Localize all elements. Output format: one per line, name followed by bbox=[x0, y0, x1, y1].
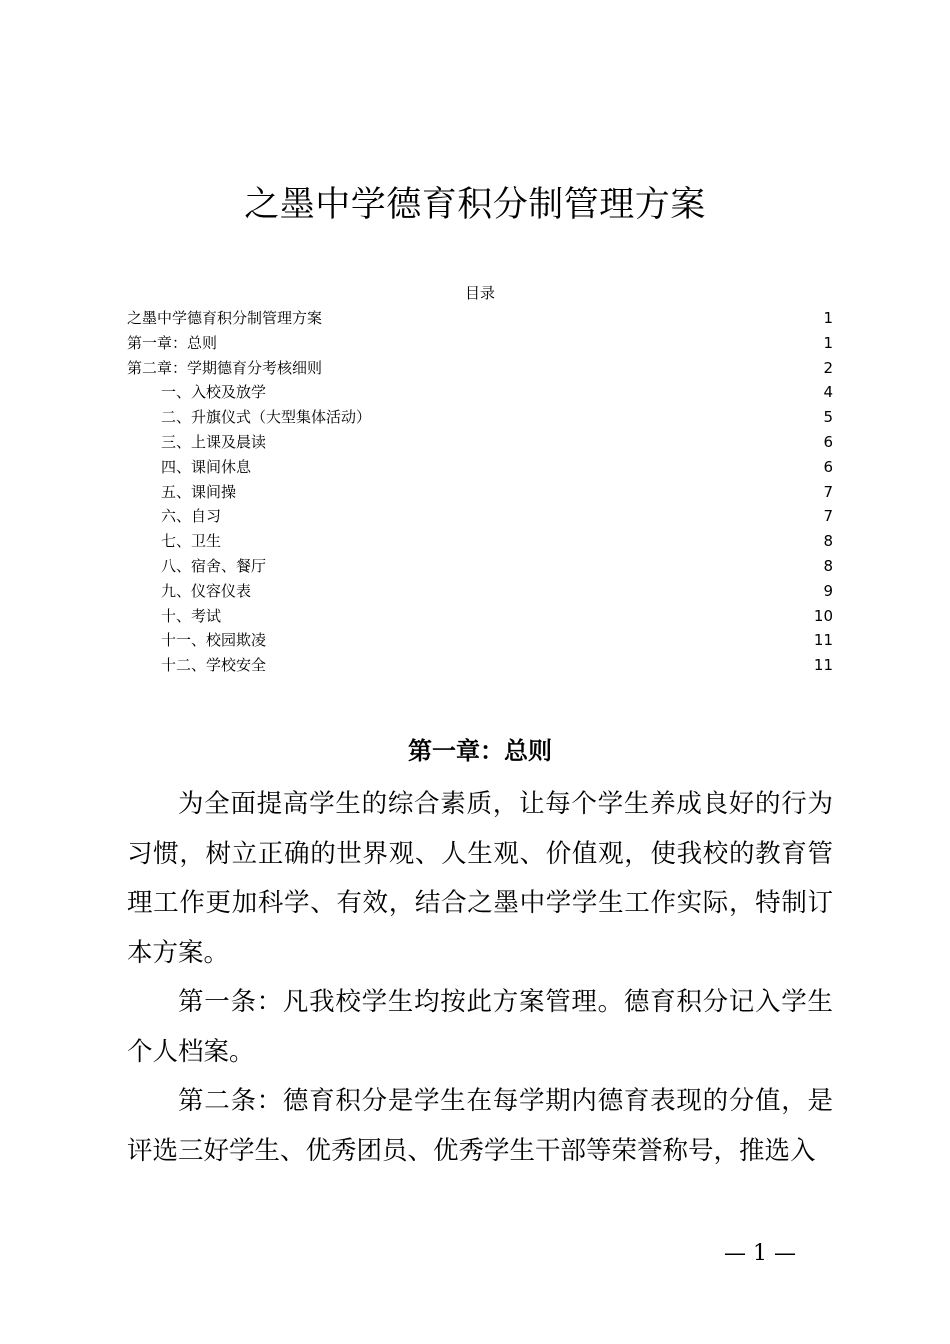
toc-entry-label: 七、卫生 bbox=[161, 532, 222, 551]
toc-entry-label: 十一、校园欺凌 bbox=[161, 631, 267, 650]
toc-entry[interactable] bbox=[127, 455, 833, 480]
toc-entry[interactable] bbox=[127, 653, 833, 678]
toc-entry[interactable] bbox=[127, 529, 833, 554]
toc-heading: 目录 bbox=[464, 284, 495, 302]
toc-entry-page: 8 bbox=[823, 556, 833, 575]
toc-entry-label: 六、自习 bbox=[161, 507, 222, 526]
toc-entry-page: 6 bbox=[823, 432, 833, 451]
chapter-title: 第一章：总则 bbox=[408, 737, 552, 765]
toc-entry[interactable] bbox=[127, 604, 833, 629]
body-paragraph: 第一条：凡我校学生均按此方案管理。德育积分记入学生个人档案。 bbox=[127, 987, 833, 1067]
toc-entry-label: 十、考试 bbox=[161, 606, 222, 625]
toc-entry-label: 之墨中学德育积分制管理方案 bbox=[127, 309, 323, 327]
toc-entry-page: 2 bbox=[823, 358, 833, 377]
toc-entry-page: 9 bbox=[823, 581, 833, 600]
toc-entry-label: 第一章：总则 bbox=[127, 333, 218, 352]
toc-entry-page: 1 bbox=[823, 333, 833, 352]
toc-entry-page: 7 bbox=[823, 482, 833, 501]
toc-entry[interactable] bbox=[127, 579, 833, 604]
toc-entry-label: 九、仪容仪表 bbox=[161, 581, 252, 600]
toc-entry-page: 7 bbox=[823, 507, 833, 526]
toc-entry-page: 1 bbox=[823, 309, 833, 327]
toc-entry-label: 八、宿舍、餐厅 bbox=[161, 556, 267, 575]
body-paragraph: 为全面提高学生的综合素质，让每个学生养成良好的行为习惯，树立正确的世界观、人生观、价值观，使我校的教育管理工作更加科学、有效，结合之墨中学学生工作实际，特制订本方案。 bbox=[127, 789, 833, 968]
chapter-body bbox=[127, 780, 833, 1176]
toc-entry-page: 11 bbox=[813, 656, 833, 675]
toc-entry-label: 第二章：学期德育分考核细则 bbox=[127, 358, 323, 377]
toc-entry[interactable] bbox=[127, 405, 833, 430]
toc-entry[interactable] bbox=[127, 554, 833, 579]
toc-entry-page: 11 bbox=[813, 631, 833, 650]
toc-entry-page: 5 bbox=[823, 408, 833, 427]
toc-entry-label: 四、课间休息 bbox=[161, 457, 252, 476]
body-paragraph: 第二条：德育积分是学生在每学期内德育表现的分值，是评选三好学生、优秀团员、优秀学生干部等荣誉称号，推选入 bbox=[127, 1086, 833, 1166]
toc-entry-label: 三、上课及晨读 bbox=[161, 432, 267, 451]
toc-entry[interactable] bbox=[127, 380, 833, 405]
toc-entry-label: 一、入校及放学 bbox=[161, 383, 267, 402]
toc-entry-page: 6 bbox=[823, 457, 833, 476]
toc-entry[interactable] bbox=[127, 504, 833, 529]
toc-entry-label: 五、课间操 bbox=[161, 482, 237, 501]
toc-entry-page: 10 bbox=[813, 606, 833, 625]
toc-entry[interactable] bbox=[127, 480, 833, 505]
table-of-contents bbox=[127, 306, 833, 678]
toc-entry-label: 十二、学校安全 bbox=[161, 656, 267, 675]
toc-entry[interactable] bbox=[127, 356, 833, 381]
toc-entry-page: 4 bbox=[823, 383, 833, 402]
toc-entry[interactable] bbox=[127, 331, 833, 356]
toc-entry-page: 8 bbox=[823, 532, 833, 551]
toc-entry[interactable] bbox=[127, 306, 833, 331]
page-number-footer: — 1 — bbox=[724, 1241, 796, 1266]
toc-entry[interactable] bbox=[127, 628, 833, 653]
toc-entry[interactable] bbox=[127, 430, 833, 455]
document-title: 之墨中学德育积分制管理方案 bbox=[244, 185, 706, 225]
toc-entry-label: 二、升旗仪式（大型集体活动） bbox=[161, 408, 372, 427]
